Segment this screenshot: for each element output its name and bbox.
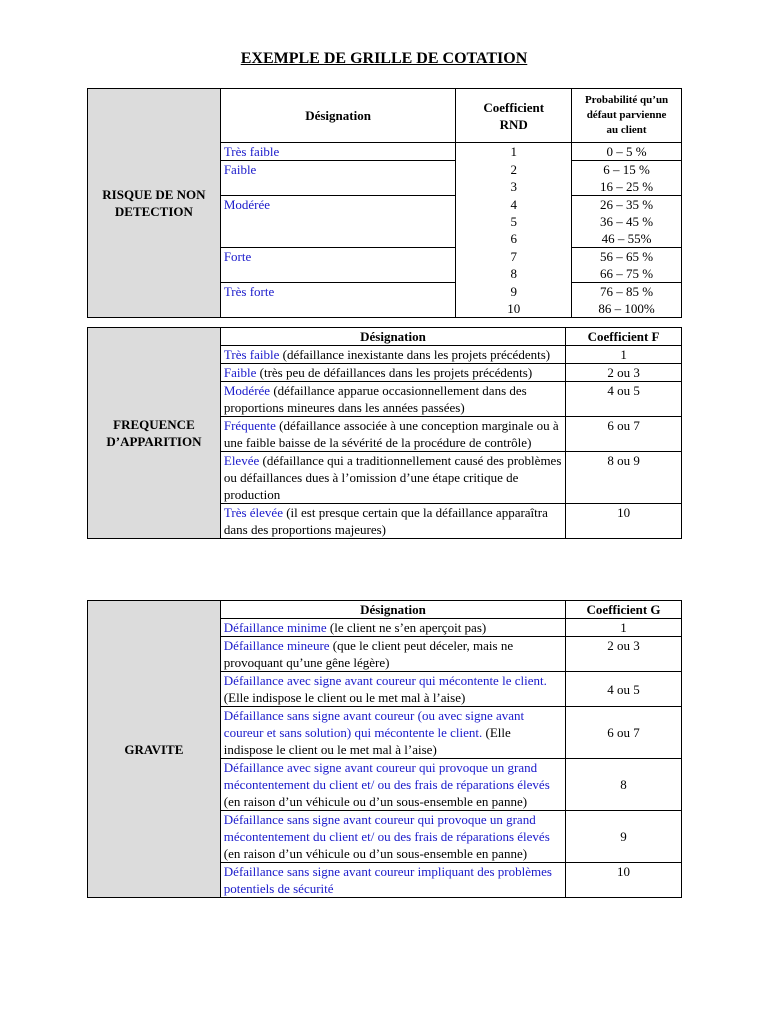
rnd-table bbox=[87, 88, 682, 318]
grav-desc: (Elle indispose le client ou le met mal à l’aise) bbox=[223, 725, 511, 757]
grav-label: Défaillance sans signe avant coureur impliquant des problèmes potentiels de sécurité bbox=[223, 864, 552, 896]
grav-label: Défaillance sans signe avant coureur (ou avec signe avant coureur et sans solution) qui mécontente le client. bbox=[223, 708, 525, 740]
rnd-label: Modérée bbox=[220, 196, 455, 248]
freq-coef: 1 bbox=[566, 346, 682, 364]
rnd-label: Faible bbox=[220, 161, 455, 196]
grav-coef: 10 bbox=[566, 863, 682, 898]
grav-coef: 4 ou 5 bbox=[566, 672, 682, 707]
grav-coef: 2 ou 3 bbox=[566, 637, 682, 672]
freq-side-label: FREQUENCE D’APPARITION bbox=[88, 328, 221, 539]
grav-coef: 9 bbox=[566, 811, 682, 863]
freq-coef: 2 ou 3 bbox=[566, 364, 682, 382]
freq-desc: (il est presque certain que la défaillance apparaîtra dans des proportions majeures) bbox=[223, 505, 548, 537]
freq-coef: 10 bbox=[566, 504, 682, 539]
freq-label: Faible bbox=[223, 365, 257, 380]
grav-desc: (que le client peut déceler, mais ne provoquant qu’une gêne légère) bbox=[223, 638, 514, 670]
grav-desc: (en raison d’un véhicule ou d’un sous-ensemble en panne) bbox=[223, 794, 528, 809]
grav-header-coef: Coefficient G bbox=[566, 601, 682, 619]
rnd-prob: 6 – 15 % 16 – 25 % bbox=[572, 161, 682, 196]
freq-header-coef: Coefficient F bbox=[566, 328, 682, 346]
grav-side-label: GRAVITE bbox=[88, 601, 221, 898]
grav-header-designation: Désignation bbox=[220, 601, 565, 619]
freq-desc: (défaillance apparue occasionnellement dans des proportions mineures dans les années passées) bbox=[223, 383, 527, 415]
freq-desc: (défaillance inexistante dans les projets précédents) bbox=[279, 347, 551, 362]
freq-label: Fréquente bbox=[223, 418, 276, 433]
grav-coef: 8 bbox=[566, 759, 682, 811]
grav-label: Défaillance avec signe avant coureur qui mécontente le client. bbox=[223, 673, 547, 688]
rnd-prob: 76 – 85 % 86 – 100% bbox=[572, 283, 682, 318]
grav-label: Défaillance mineure bbox=[223, 638, 330, 653]
grav-label: Défaillance minime bbox=[223, 620, 327, 635]
grav-coef: 6 ou 7 bbox=[566, 707, 682, 759]
freq-desc: (défaillance qui a traditionnellement causé des problèmes ou défaillances dues à l’omission d’une étape critique de production bbox=[223, 453, 562, 502]
frequency-table bbox=[87, 327, 682, 539]
freq-label: Très faible bbox=[223, 347, 280, 362]
rnd-coef: 4 5 6 bbox=[456, 196, 572, 248]
rnd-coef: 9 10 bbox=[456, 283, 572, 318]
rnd-prob: 26 – 35 % 36 – 45 % 46 – 55% bbox=[572, 196, 682, 248]
freq-label: Elevée bbox=[223, 453, 260, 468]
rnd-header-coef: Coefficient RND bbox=[456, 89, 572, 143]
rnd-prob: 0 – 5 % bbox=[572, 143, 682, 161]
rnd-header-prob: Probabilité qu’un défaut parvienne au client bbox=[572, 89, 682, 143]
freq-label: Très élevée bbox=[223, 505, 283, 520]
rnd-label: Très faible bbox=[220, 143, 455, 161]
rnd-coef: 7 8 bbox=[456, 248, 572, 283]
freq-coef: 4 ou 5 bbox=[566, 382, 682, 417]
grav-desc: (en raison d’un véhicule ou d’un sous-ensemble en panne) bbox=[223, 846, 528, 861]
freq-coef: 6 ou 7 bbox=[566, 417, 682, 452]
rnd-header-designation: Désignation bbox=[220, 89, 455, 143]
severity-table bbox=[87, 600, 682, 898]
freq-label: Modérée bbox=[223, 383, 271, 398]
freq-coef: 8 ou 9 bbox=[566, 452, 682, 504]
freq-desc: (très peu de défaillances dans les projets précédents) bbox=[256, 365, 533, 380]
page-title: EXEMPLE DE GRILLE DE COTATION bbox=[240, 50, 528, 67]
grav-desc: (le client ne s’en aperçoit pas) bbox=[326, 620, 487, 635]
rnd-prob: 56 – 65 % 66 – 75 % bbox=[572, 248, 682, 283]
rnd-label: Très forte bbox=[220, 283, 455, 318]
freq-header-designation: Désignation bbox=[220, 328, 565, 346]
freq-desc: (défaillance associée à une conception marginale ou à une faible baisse de la sévérité de la procédure de contrôle) bbox=[223, 418, 559, 450]
grav-coef: 1 bbox=[566, 619, 682, 637]
rnd-label: Forte bbox=[220, 248, 455, 283]
rnd-coef: 1 bbox=[456, 143, 572, 161]
rnd-side-label: RISQUE DE NON DETECTION bbox=[88, 89, 221, 318]
grav-desc: (Elle indispose le client ou le met mal à l’aise) bbox=[223, 690, 466, 705]
rnd-coef: 2 3 bbox=[456, 161, 572, 196]
grav-label: Défaillance avec signe avant coureur qui provoque un grand mécontentement du client et/ ou des frais de réparations élevés bbox=[223, 760, 550, 792]
grav-label: Défaillance sans signe avant coureur qui provoque un grand mécontentement du client et/ ou des frais de réparations élevés bbox=[223, 812, 550, 844]
